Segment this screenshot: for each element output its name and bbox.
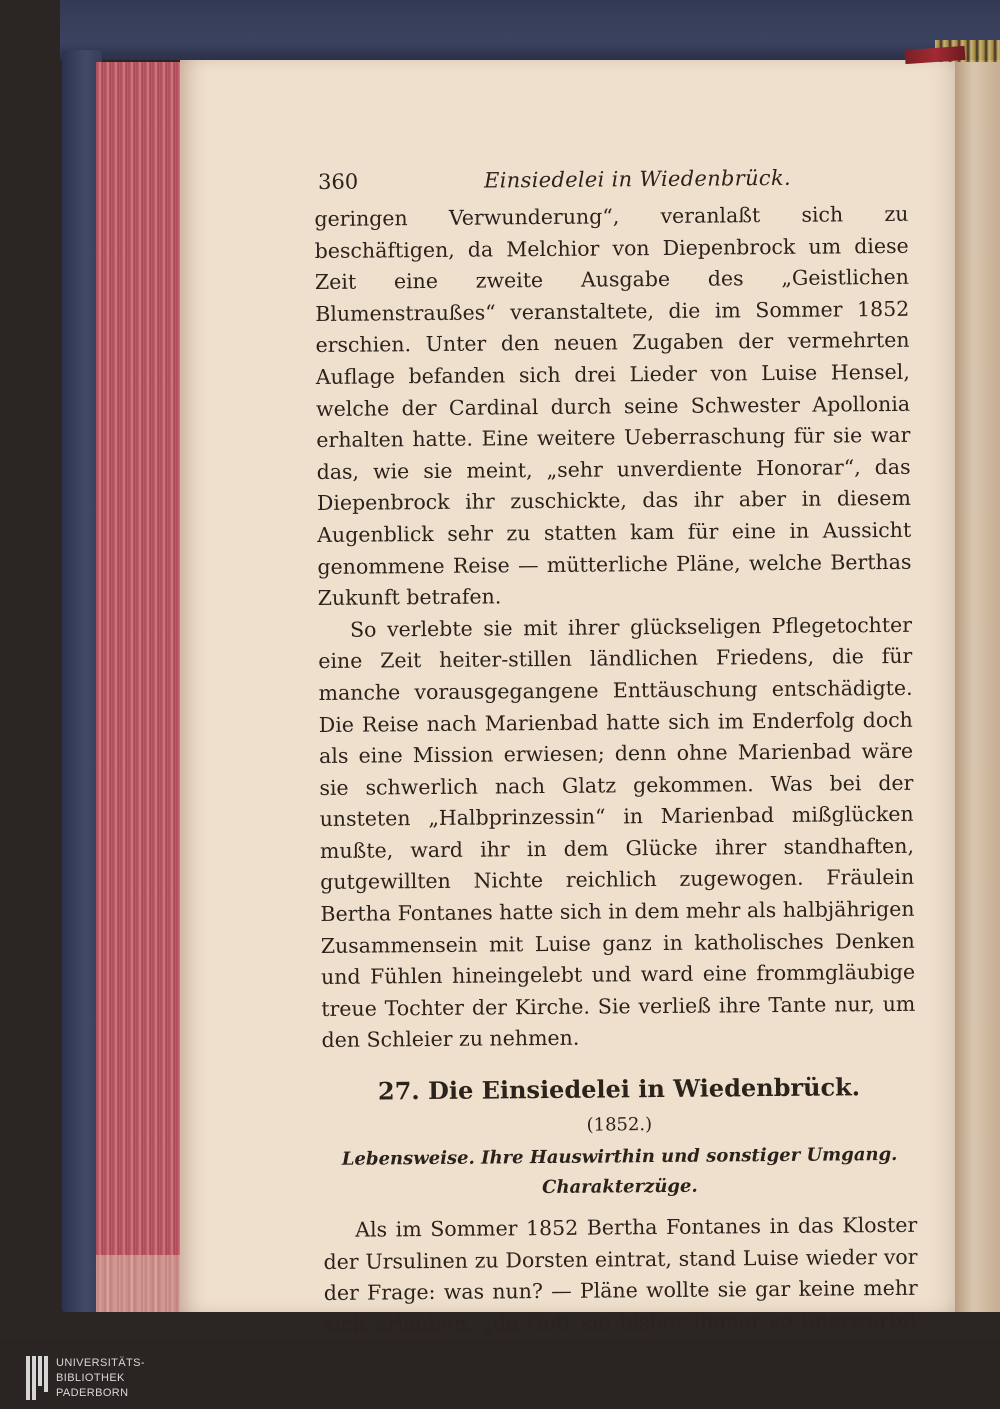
paragraph-1: geringen Verwunderung“, veranlaßt sich zu beschäftigen, da Melchior von Diepenbrock um diese Zeit eine zweite Ausgabe des „Geistlichen Blumenstraußes“ veranstaltete, die im Sommer 1852 erschien. Unter den neuen Zugaben der vermehrten Auflage befanden sich drei Lieder von Luise Hensel, welche der Cardinal durch seine Schwester Apollonia erhalten hatte. Eine weitere Ueberraschung für sie war das, wie sie meint, „sehr unverdiente Honorar“, das Diepenbrock ihr zuschickte, das ihr aber in diesem Augenblick sehr zu statten kam für eine in Aussicht genommene Reise — mütterliche Pläne, welche Berthas Zukunft betrafen.: [314, 201, 912, 611]
library-line-3: PADERBORN: [56, 1387, 129, 1399]
page-header: [314, 165, 908, 204]
library-logo-text: [56, 1356, 145, 1401]
page-number: 360: [317, 169, 359, 194]
chapter-summary-line-1: Lebensweise. Ihre Hauswirthin und sonstiger Umgang.: [341, 1143, 898, 1170]
facing-page-gutter: [955, 60, 1000, 1312]
library-line-1: UNIVERSITÄTS-: [56, 1357, 145, 1369]
chapter-year: (1852.): [586, 1114, 653, 1136]
running-title: Einsiedelei in Wiedenbrück.: [483, 165, 792, 193]
chapter-title: 27. Die Einsiedelei in Wiedenbrück.: [377, 1072, 861, 1106]
library-logo-icon: [26, 1356, 48, 1400]
footer-bar: [0, 1340, 1000, 1409]
library-line-2: BIBLIOTHEK: [56, 1372, 125, 1384]
book-cover-top: [60, 0, 1000, 60]
chapter-summary-line-2: Charakterzüge.: [542, 1175, 698, 1199]
paragraph-2: So verlebte sie mit ihrer glückseligen Pflegetochter eine Zeit heiter-stillen ländlichen Friedens, die für manche vorausgegangene Enttäuschung entschädigte. Die Reise nach Marienbad hatte sich im Enderfolg doch als eine Mission erwiesen; denn ohne Marienbad wäre sie schwerlich nach Glatz gekommen. Was bei der unsteten „Halbprinzessin“ in Marienbad mißglücken mußte, ward ihr in dem Glücke ihrer standhaften, gutgewillten Nichte reichlich zugewogen. Fräulein Bertha Fontanes hatte sich in dem mehr als halbjährigen Zusammensein mit Luise ganz in katholisches Denken und Fühlen hineingelebt und ward eine frommgläubige treue Tochter der Kirche. Sie verließ ihre Tante nur, um den Schleier zu nehmen.: [318, 612, 916, 1053]
page-text-block: [314, 165, 919, 1405]
paragraph-3: Als im Sommer 1852 Bertha Fontanes in das Kloster der Ursulinen zu Dorsten eintrat, stand Luise wieder vor der Frage: was nun? — Pläne wollte sie gar keine mehr sich erlauben, „da Gott sie bisher immer so unerwartet: [323, 1212, 919, 1337]
